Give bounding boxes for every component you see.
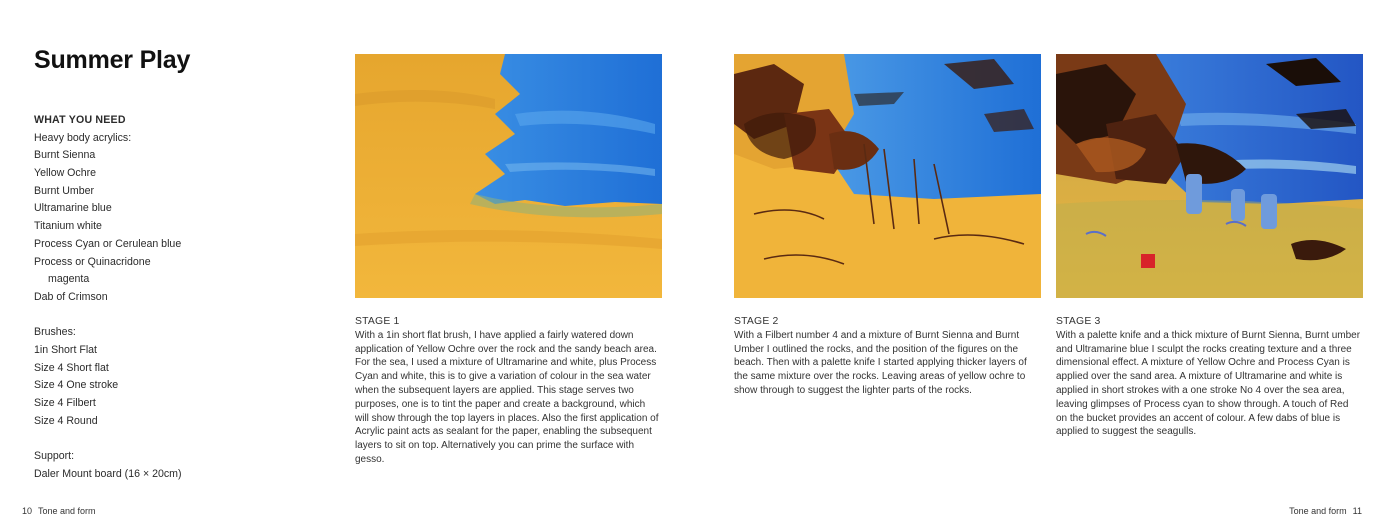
- stage-2-caption: [734, 315, 1036, 398]
- red-bucket: [1141, 254, 1155, 268]
- acrylics-label: Heavy body acrylics:: [34, 131, 132, 144]
- left-folio: [22, 506, 96, 516]
- stage-3-text: With a palette knife and a thick mixture of Burnt Sienna, Burnt umber and Ultramarine blue I sculpt the rocks creating texture and a three dimensional effect. A mixture of Yellow Ochre and Process Cyan is applied over the sand area. A mixture of Ultramarine and white is applied in short strokes with a one stroke No 4 over the sea area, leaving glimpses of Process cyan to show through. A touch of Red on the bucket provides an accent of colour. A few dabs of blue is applied to suggest the seagulls.: [1056, 329, 1361, 438]
- support-label: Support:: [34, 450, 75, 463]
- paint-item: Dab of Crimson: [34, 290, 108, 303]
- materials-list: [34, 112, 284, 483]
- stage-1-painting: [355, 54, 662, 298]
- materials-heading: WHAT YOU NEED: [34, 114, 126, 126]
- right-folio: [1289, 506, 1362, 516]
- brush-item: 1in Short Flat: [34, 343, 98, 356]
- stage-3-label: STAGE 3: [1056, 316, 1101, 327]
- paint-item-continuation: magenta: [48, 273, 90, 286]
- support-item: Daler Mount board (16 × 20cm): [34, 467, 182, 480]
- paint-item: Burnt Umber: [34, 184, 95, 197]
- stage-1-caption: [355, 315, 660, 467]
- paint-item: Process Cyan or Cerulean blue: [34, 237, 182, 250]
- paint-item: Titanium white: [34, 220, 102, 233]
- brush-item: Size 4 Short flat: [34, 361, 109, 374]
- stage-1-label: STAGE 1: [355, 316, 400, 327]
- paint-item: Yellow Ochre: [34, 167, 97, 180]
- brush-item: Size 4 One stroke: [34, 379, 119, 392]
- stage-1-text: With a 1in short flat brush, I have applied a fairly watered down application of Yellow Ochre over the rock and the sandy beach area. For the sea, I used a mixture of Ultramarine and white, plus Process Cyan and white, this is to give a variation of colour in the sea water when the subsequent layers are applied. This stage serves two purposes, one is to tint the paper and create a background, which will show through the top layers in places. Also the first application of Acrylic paint acts as sealant for the paper, enabling the subsequent layers to sit on top. Alternatively you can prime the surface with gesso.: [355, 329, 659, 465]
- paint-item: Burnt Sienna: [34, 149, 96, 162]
- paint-item: Process or Quinacridone: [34, 255, 151, 268]
- stage-3-caption: [1056, 315, 1362, 439]
- page-title: Summer Play: [34, 46, 191, 74]
- paint-item: Ultramarine blue: [34, 202, 112, 215]
- stage-2-painting: [734, 54, 1041, 298]
- stage-2-text: With a Filbert number 4 and a mixture of Burnt Sienna and Burnt Umber I outlined the rocks, and the position of the figures on the beach. Then with a palette knife I started applying thicker layers of the same mixture over the rocks. Leaving areas of yellow ochre to show through to suggest the lighter parts of the rocks.: [734, 329, 1027, 396]
- stage-2-label: STAGE 2: [734, 316, 779, 327]
- right-section-name: Tone and form: [1289, 506, 1347, 516]
- brush-item: Size 4 Round: [34, 414, 98, 427]
- brushes-label: Brushes:: [34, 326, 76, 339]
- brush-item: Size 4 Filbert: [34, 397, 96, 409]
- right-page-number: 11: [1352, 506, 1362, 516]
- left-section-name: Tone and form: [38, 506, 96, 516]
- left-page-number: 10: [22, 506, 33, 516]
- stage-3-painting: [1056, 54, 1363, 298]
